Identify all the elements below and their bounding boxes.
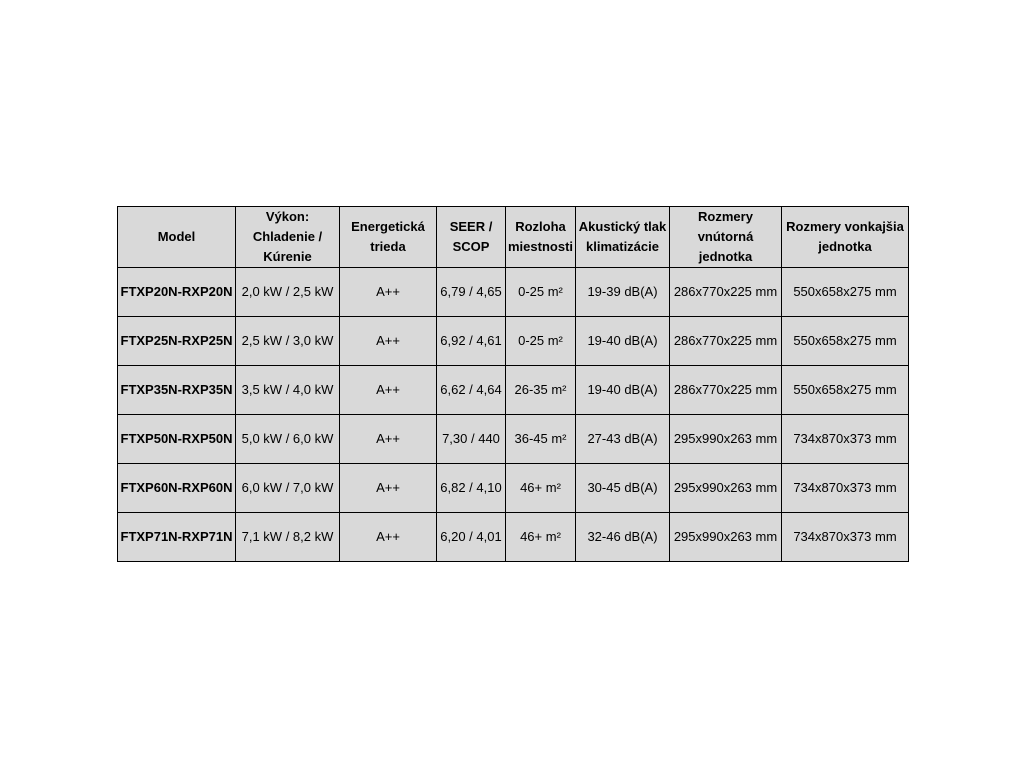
cell-noise: 19-40 dB(A) <box>576 366 670 415</box>
header-noise: Akustický tlak klimatizácie <box>576 207 670 268</box>
cell-energy-class: A++ <box>340 513 437 562</box>
cell-model: FTXP71N-RXP71N <box>118 513 236 562</box>
cell-room-area: 46+ m² <box>506 513 576 562</box>
cell-seer-scop: 7,30 / 440 <box>437 415 506 464</box>
cell-noise: 30-45 dB(A) <box>576 464 670 513</box>
cell-room-area: 46+ m² <box>506 464 576 513</box>
cell-room-area: 36-45 m² <box>506 415 576 464</box>
cell-outdoor-dimensions: 550x658x275 mm <box>782 317 909 366</box>
cell-indoor-dimensions: 295x990x263 mm <box>670 513 782 562</box>
header-power: Výkon: Chladenie / Kúrenie <box>236 207 340 268</box>
cell-energy-class: A++ <box>340 366 437 415</box>
cell-power: 5,0 kW / 6,0 kW <box>236 415 340 464</box>
cell-seer-scop: 6,92 / 4,61 <box>437 317 506 366</box>
header-model: Model <box>118 207 236 268</box>
cell-seer-scop: 6,62 / 4,64 <box>437 366 506 415</box>
cell-model: FTXP25N-RXP25N <box>118 317 236 366</box>
table-row <box>118 415 909 464</box>
table-row <box>118 317 909 366</box>
cell-model: FTXP60N-RXP60N <box>118 464 236 513</box>
cell-seer-scop: 6,20 / 4,01 <box>437 513 506 562</box>
cell-energy-class: A++ <box>340 268 437 317</box>
cell-indoor-dimensions: 286x770x225 mm <box>670 366 782 415</box>
cell-room-area: 26-35 m² <box>506 366 576 415</box>
table-row <box>118 268 909 317</box>
header-outdoor-dimensions: Rozmery vonkajšia jednotka <box>782 207 909 268</box>
cell-noise: 19-39 dB(A) <box>576 268 670 317</box>
header-indoor-dimensions: Rozmery vnútorná jednotka <box>670 207 782 268</box>
header-energy-class: Energetická trieda <box>340 207 437 268</box>
cell-energy-class: A++ <box>340 317 437 366</box>
cell-power: 6,0 kW / 7,0 kW <box>236 464 340 513</box>
spec-table <box>117 206 909 562</box>
cell-outdoor-dimensions: 734x870x373 mm <box>782 513 909 562</box>
cell-outdoor-dimensions: 550x658x275 mm <box>782 366 909 415</box>
header-room-area: Rozloha miestnosti <box>506 207 576 268</box>
cell-room-area: 0-25 m² <box>506 268 576 317</box>
cell-energy-class: A++ <box>340 415 437 464</box>
cell-noise: 19-40 dB(A) <box>576 317 670 366</box>
cell-seer-scop: 6,82 / 4,10 <box>437 464 506 513</box>
table-row <box>118 366 909 415</box>
cell-power: 3,5 kW / 4,0 kW <box>236 366 340 415</box>
cell-power: 2,0 kW / 2,5 kW <box>236 268 340 317</box>
cell-indoor-dimensions: 286x770x225 mm <box>670 268 782 317</box>
cell-noise: 32-46 dB(A) <box>576 513 670 562</box>
cell-model: FTXP20N-RXP20N <box>118 268 236 317</box>
cell-power: 2,5 kW / 3,0 kW <box>236 317 340 366</box>
header-seer-scop: SEER / SCOP <box>437 207 506 268</box>
cell-model: FTXP35N-RXP35N <box>118 366 236 415</box>
table-row <box>118 513 909 562</box>
cell-energy-class: A++ <box>340 464 437 513</box>
header-row <box>118 207 909 268</box>
cell-model: FTXP50N-RXP50N <box>118 415 236 464</box>
cell-outdoor-dimensions: 734x870x373 mm <box>782 415 909 464</box>
table-row <box>118 464 909 513</box>
cell-power: 7,1 kW / 8,2 kW <box>236 513 340 562</box>
cell-outdoor-dimensions: 550x658x275 mm <box>782 268 909 317</box>
cell-room-area: 0-25 m² <box>506 317 576 366</box>
cell-indoor-dimensions: 295x990x263 mm <box>670 464 782 513</box>
cell-indoor-dimensions: 286x770x225 mm <box>670 317 782 366</box>
cell-indoor-dimensions: 295x990x263 mm <box>670 415 782 464</box>
cell-outdoor-dimensions: 734x870x373 mm <box>782 464 909 513</box>
cell-seer-scop: 6,79 / 4,65 <box>437 268 506 317</box>
cell-noise: 27-43 dB(A) <box>576 415 670 464</box>
